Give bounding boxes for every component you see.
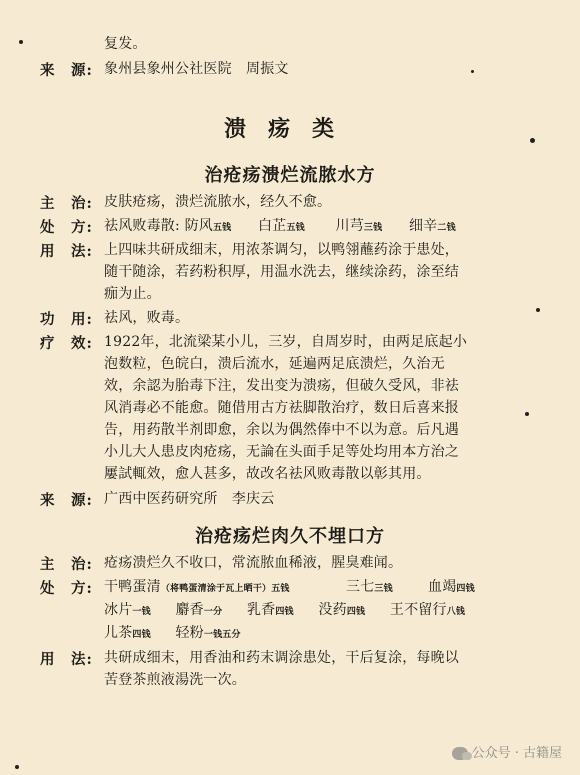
herb-dose: 一钱五分: [203, 630, 241, 640]
efficacy-line: 效，余認为胎毒下注，发出变为溃疡，但破久受风，非祛: [104, 378, 459, 394]
herb-dose: 二钱: [437, 223, 456, 233]
herb: 冰片: [104, 602, 133, 618]
herb: 川芎: [335, 218, 364, 234]
source-text: 广西中医药研究所 李庆云: [104, 491, 275, 507]
herb: 细辛: [408, 218, 438, 234]
usage-label: 用 法:: [40, 651, 93, 668]
usage-line: 痂为止。: [104, 286, 161, 302]
herb-dose: 一分: [203, 607, 223, 617]
herb-dose: 四钱: [132, 630, 151, 640]
efficacy-label: 疗 效:: [40, 335, 93, 352]
prescription-item: [428, 577, 475, 599]
prescription-label: 处 方:: [40, 580, 93, 597]
herb: 麝香: [175, 602, 204, 618]
prescription-label: 处 方:: [40, 219, 93, 236]
herb: 白芷: [258, 218, 287, 234]
indication-label: 主 治:: [40, 195, 93, 212]
continued-text: 复发。: [104, 36, 147, 52]
source-label: 来 源:: [40, 492, 93, 509]
herb: 干鸭蛋清: [104, 579, 161, 595]
usage-line: 随干随涂，若药粉积厚，用温水洗去，继续涂药，涂至结: [104, 264, 459, 280]
herb: 血竭: [428, 579, 457, 595]
herb-dose: 五钱: [286, 223, 305, 233]
scan-speck: [525, 412, 529, 416]
efficacy-line: 告，用药散半剂即愈，余以为偶然俸中不以为意。后凡遇: [104, 422, 459, 438]
indication-text: 皮肤疮疡，溃烂流脓水，经久不愈。: [104, 194, 332, 210]
herb-dose: 四钱: [346, 607, 366, 617]
chat-bubble-icon: [452, 747, 468, 760]
function-text: 祛风，败毒。: [104, 310, 190, 326]
herb: 王不留行: [389, 602, 447, 618]
herb: 乳香: [246, 602, 276, 618]
herb-dose: 三钱: [363, 223, 383, 233]
watermark: [452, 742, 562, 761]
source-text: 象州县象州公社医院 周振文: [104, 61, 289, 77]
herb: 轻粉: [175, 625, 204, 641]
herb-dose: 三钱: [374, 584, 393, 594]
usage-line: 上四味共研成细末，用浓茶调匀，以鸭翎蘸药涂于患处，: [104, 242, 459, 258]
herb: 三七: [346, 579, 375, 595]
section-title: 溃疡类: [223, 116, 356, 142]
efficacy-line: 1922年，北流梁某小儿，三岁，自周岁时，由两足底起小: [104, 334, 468, 350]
prescription-line: [104, 216, 456, 238]
function-label: 功 用:: [40, 311, 93, 328]
indication-label: 主 治:: [40, 556, 93, 573]
scan-speck: [530, 138, 535, 143]
usage-label: 用 法:: [40, 243, 93, 260]
herb-dose: 八钱: [446, 607, 466, 617]
prescription-line: [104, 623, 241, 645]
herb: 儿茶: [104, 625, 133, 641]
efficacy-line: 泡数粒，色皖白，溃后流水，延遍两足底溃烂，久治无: [104, 356, 445, 372]
herb-note: （将鸭蛋清涂于瓦上晒干）: [160, 584, 272, 594]
prescription-line: [104, 577, 290, 599]
herb-dose: 五钱: [271, 584, 290, 594]
efficacy-line: 风消毒必不能愈。随借用古方祛脚散治疗，数日后喜来报: [104, 400, 459, 416]
scan-speck: [536, 308, 540, 312]
watermark-text: 公众号 · 古籍屋: [471, 746, 562, 761]
scan-speck: [471, 70, 474, 73]
herb-dose: 五钱: [212, 223, 232, 233]
herb-dose: 四钱: [456, 584, 475, 594]
efficacy-line: 小儿大人患皮肉疮疡，无論在头面手足等处均用本方治之: [104, 444, 459, 460]
usage-line: 苦登茶煎液湯洗一次。: [104, 672, 246, 688]
formula-name: 祛风败毒散:: [104, 218, 180, 234]
prescription-line: [104, 600, 465, 622]
prescription-item: [346, 577, 393, 599]
source-label: 来 源:: [40, 62, 93, 79]
recipe-1-title: 治疮疡溃烂流脓水方: [204, 165, 376, 186]
herb: 防风: [184, 218, 213, 234]
recipe-2-title: 治疮疡烂肉久不埋口方: [195, 526, 385, 547]
herb-dose: 四钱: [275, 607, 294, 617]
herb-dose: 一钱: [132, 607, 151, 617]
scan-speck: [15, 765, 19, 769]
herb: 没药: [318, 602, 347, 618]
usage-line: 共研成细末，用香油和药末调涂患处，干后复涂，每晚以: [104, 650, 459, 666]
scan-speck: [19, 40, 23, 44]
indication-text: 疮疡溃烂久不收口，常流脓血稀液，腥臭难闻。: [104, 555, 403, 571]
efficacy-line: 屢試輒效，愈人甚多，故改名祛风败毒散以彰其用。: [104, 466, 431, 482]
